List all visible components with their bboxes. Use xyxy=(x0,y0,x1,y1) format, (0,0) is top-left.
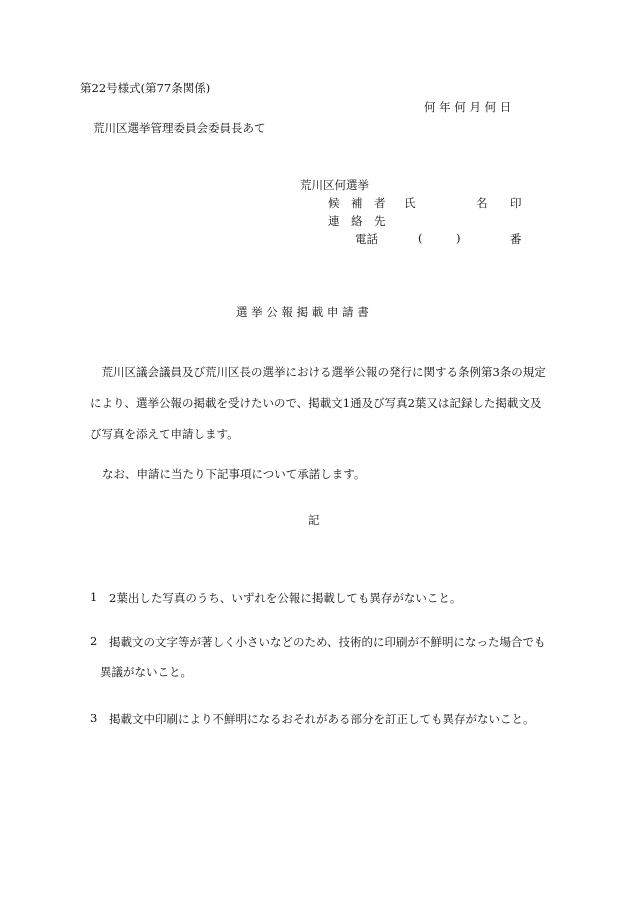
item-1-text: 2葉出した写真のうち、いずれを公報に掲載しても異存がないこと。 xyxy=(109,591,462,605)
name-label-2: 名 xyxy=(476,196,488,210)
body-paragraph: 荒川区議会議員及び荒川区長の選挙における選挙公報の発行に関する条例第3条の規定により、選挙公報の掲載を受けたいので、掲載文1通及び写真2葉又は記録した掲載文及び写真を添えて申請します。 xyxy=(90,365,546,441)
election-name: 荒川区何選挙 xyxy=(300,178,369,192)
item-2-number: 2 xyxy=(90,634,98,648)
phone-close-paren: ) xyxy=(456,231,461,245)
item-2-text: 掲載文の文字等が著しく小さいなどのため、技術的に印刷が不鮮明になった場合でも xyxy=(109,635,546,649)
phone-label: 電話 xyxy=(355,232,378,246)
addressee: 荒川区選挙管理委員会委員長あて xyxy=(93,121,266,135)
name-label-1: 氏 xyxy=(404,196,416,210)
form-number: 第22号様式(第77条関係) xyxy=(80,81,211,95)
item-3-text: 掲載文中印刷により不鮮明になるおそれがある部分を訂正しても異存がないこと。 xyxy=(109,712,535,726)
contact-label: 連 絡 先 xyxy=(328,214,386,228)
phone-number-label: 番 xyxy=(510,232,522,246)
ki-heading: 記 xyxy=(308,513,320,527)
item-2-continuation: 異議がないこと。 xyxy=(100,665,192,679)
date-line: 何 年 何 月 何 日 xyxy=(424,100,512,114)
phone-open-paren: ( xyxy=(418,231,423,245)
item-1-number: 1 xyxy=(90,590,98,604)
document-title: 選 挙 公 報 掲 載 申 請 書 xyxy=(236,305,369,319)
candidate-label: 候 補 者 xyxy=(328,196,386,210)
item-3-number: 3 xyxy=(90,711,98,725)
seal-label: 印 xyxy=(510,196,522,210)
consent-paragraph: なお、申請に当たり下記事項について承諾します。 xyxy=(102,467,366,481)
